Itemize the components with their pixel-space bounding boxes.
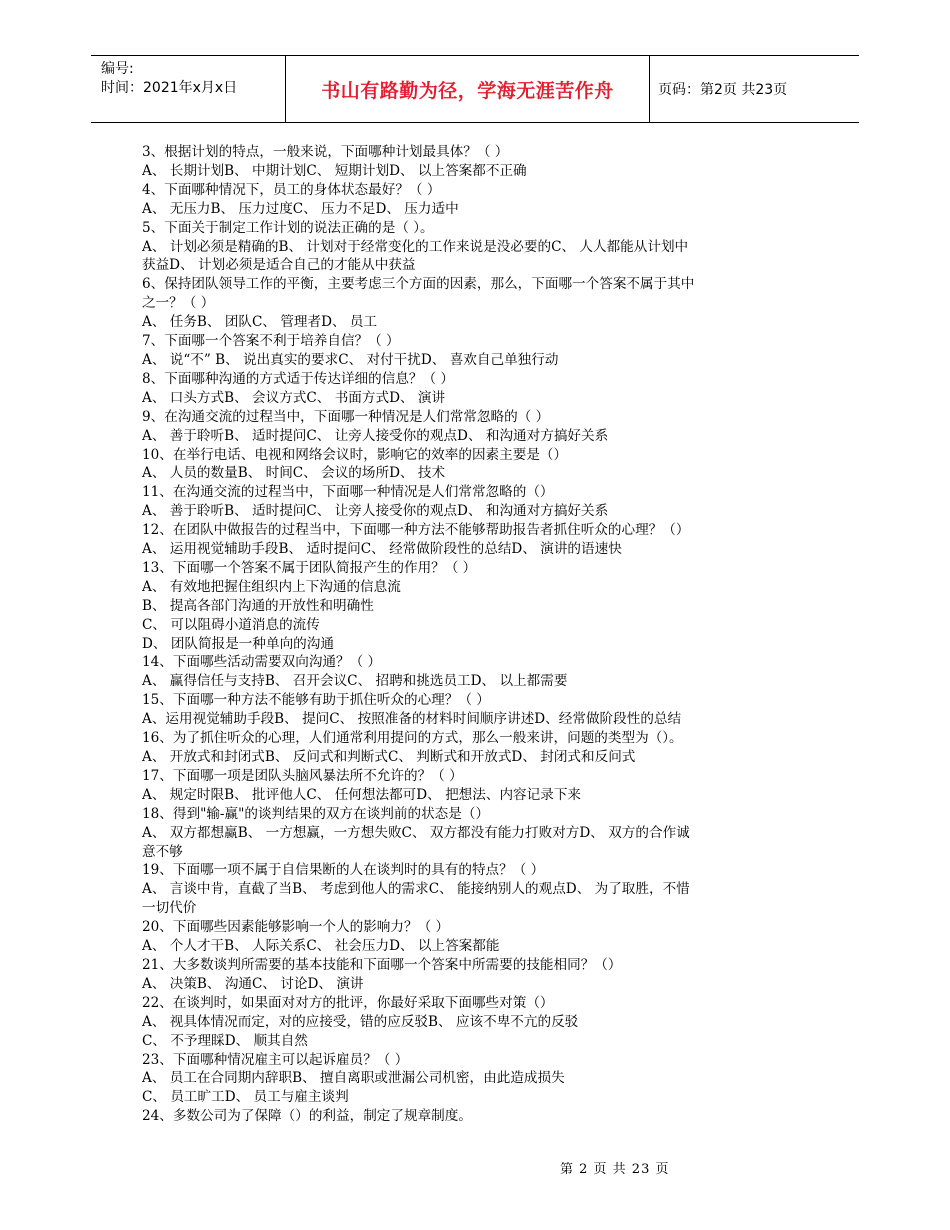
header-meta	[91, 56, 286, 122]
text-line: 10、在举行电话、电视和网络会议时，影响它的效率的因素主要是（）	[142, 446, 568, 463]
time-label: 时间：2021年x月x日	[101, 80, 238, 96]
text-line: 意不够	[142, 843, 183, 860]
header-motto: 书山有路勤为径，学海无涯苦作舟	[286, 56, 650, 122]
number-label: 编号:	[101, 61, 134, 77]
text-line: 一切代价	[142, 900, 197, 917]
text-line: A、 有效地把握住组织内上下沟通的信息流	[142, 578, 401, 595]
text-line: 8、下面哪种沟通的方式适于传达详细的信息？（ ）	[142, 370, 455, 387]
text-line: A、 口头方式B、 会议方式C、 书面方式D、 演讲	[142, 389, 446, 406]
text-line: A、 决策B、 沟通C、 讨论D、 演讲	[142, 975, 364, 992]
text-line: A、 双方都想赢B、 一方想赢，一方想失败C、 双方都没有能力打败对方D、 双方的合作诚	[142, 824, 690, 841]
text-line: A、 开放式和封闭式B、 反问式和判断式C、 判断式和开放式D、 封闭式和反问式	[142, 749, 636, 765]
text-line: 23、下面哪种情况雇主可以起诉雇员？（ ）	[142, 1051, 409, 1068]
text-line: 12、在团队中做报告的过程当中，下面哪一种方法不能够帮助报告者抓住听众的心理？（）	[142, 522, 690, 539]
header-page-info: 页码：第2页 共23页	[658, 82, 788, 98]
text-line: A、 员工在合同期内辞职B、 擅自离职或泄漏公司机密，由此造成损失	[142, 1070, 565, 1087]
text-line: 19、下面哪一项不属于自信果断的人在谈判时的具有的特点？（ ）	[142, 862, 545, 879]
text-line: 24、多数公司为了保障（）的利益，制定了规章制度。	[142, 1108, 472, 1125]
text-line: A、 计划必须是精确的B、 计划对于经常变化的工作来说是没必要的C、 人人都能从计划中	[142, 238, 689, 255]
text-line: 20、下面哪些因素能够影响一个人的影响力？（ ）	[142, 919, 450, 936]
text-line: 17、下面哪一项是团队头脑风暴法所不允许的？（ ）	[142, 767, 463, 784]
text-line: 6、保持团队领导工作的平衡，主要考虑三个方面的因素，那么，下面哪一个答案不属于其中	[142, 276, 695, 293]
text-line: A、 善于聆听B、 适时提问C、 让旁人接受你的观点D、 和沟通对方搞好关系	[142, 503, 609, 520]
text-line: 13、下面哪一个答案不属于团队简报产生的作用？（ ）	[142, 559, 477, 576]
text-line: A、 运用视觉辅助手段B、 适时提问C、 经常做阶段性的总结D、 演讲的语速快	[142, 541, 622, 558]
document-header	[91, 55, 859, 123]
text-line: A、 个人才干B、 人际关系C、 社会压力D、 以上答案都能	[142, 938, 500, 955]
text-line: 21、大多数谈判所需要的基本技能和下面哪一个答案中所需要的技能相同？（）	[142, 956, 622, 973]
text-line: 获益D、 计划必须是适合自己的才能从中获益	[142, 257, 416, 274]
text-line: A、 无压力B、 压力过度C、 压力不足D、 压力适中	[142, 200, 459, 217]
page-footer: 第 2 页 共 23 页	[560, 1162, 670, 1177]
text-line: 3、根据计划的特点，一般来说，下面哪种计划最具体？（ ）	[142, 144, 509, 160]
question-list	[142, 143, 807, 1126]
text-line: 5、下面关于制定工作计划的说法正确的是（ ）。	[142, 219, 434, 236]
text-line: 9、在沟通交流的过程当中，下面哪一种情况是人们常常忽略的（ ）	[142, 408, 550, 425]
text-line: A、 说“不” B、 说出真实的要求C、 对付干扰D、 喜欢自己单独行动	[142, 351, 559, 368]
text-line: A、运用视觉辅助手段B、 提问C、 按照准备的材料时间顺序讲述D、经常做阶段性的总结	[142, 711, 682, 728]
text-line: A、 视具体情况而定，对的应接受，错的应反驳B、 应该不卑不亢的反驳	[142, 1013, 579, 1030]
text-line: A、 赢得信任与支持B、 召开会议C、 招聘和挑选员工D、 以上都需要	[142, 673, 568, 690]
text-line: A、 言谈中肯，直截了当B、 考虑到他人的需求C、 能接纳别人的观点D、 为了取胜，不惜	[142, 881, 690, 898]
text-line: B、 提高各部门沟通的开放性和明确性	[142, 597, 374, 614]
text-line: C、 不予理睬D、 顺其自然	[142, 1032, 308, 1049]
text-line: 16、为了抓住听众的心理，人们通常利用提问的方式，那么一般来讲，问题的类型为（）。	[142, 730, 683, 747]
text-line: 7、下面哪一个答案不利于培养自信？（ ）	[142, 333, 400, 350]
text-line: A、 任务B、 团队C、 管理者D、 员工	[142, 314, 378, 331]
text-line: 14、下面哪些活动需要双向沟通？（ ）	[142, 654, 382, 671]
text-line: A、 规定时限B、 批评他人C、 任何想法都可D、 把想法、内容记录下来	[142, 786, 582, 803]
text-line: D、 团队简报是一种单向的沟通	[142, 635, 334, 652]
text-line: 15、下面哪一种方法不能够有助于抓住听众的心理？（ ）	[142, 692, 490, 709]
text-line: 22、在谈判时，如果面对对方的批评，你最好采取下面哪些对策（）	[142, 994, 554, 1011]
text-line: A、 长期计划B、 中期计划C、 短期计划D、 以上答案都不正确	[142, 162, 527, 179]
text-line: A、 善于聆听B、 适时提问C、 让旁人接受你的观点D、 和沟通对方搞好关系	[142, 427, 609, 444]
text-line: 之一？（ ）	[142, 295, 215, 312]
text-line: 4、下面哪种情况下，员工的身体状态最好？（ ）	[142, 181, 441, 198]
text-line: 18、得到"输-赢"的谈判结果的双方在谈判前的状态是（）	[142, 805, 490, 822]
text-line: A、 人员的数量B、 时间C、 会议的场所D、 技术	[142, 465, 446, 482]
text-line: C、 员工旷工D、 员工与雇主谈判	[142, 1089, 349, 1106]
text-line: 11、在沟通交流的过程当中，下面哪一种情况是人们常常忽略的（）	[142, 484, 554, 501]
text-line: C、 可以阻碍小道消息的流传	[142, 616, 320, 633]
